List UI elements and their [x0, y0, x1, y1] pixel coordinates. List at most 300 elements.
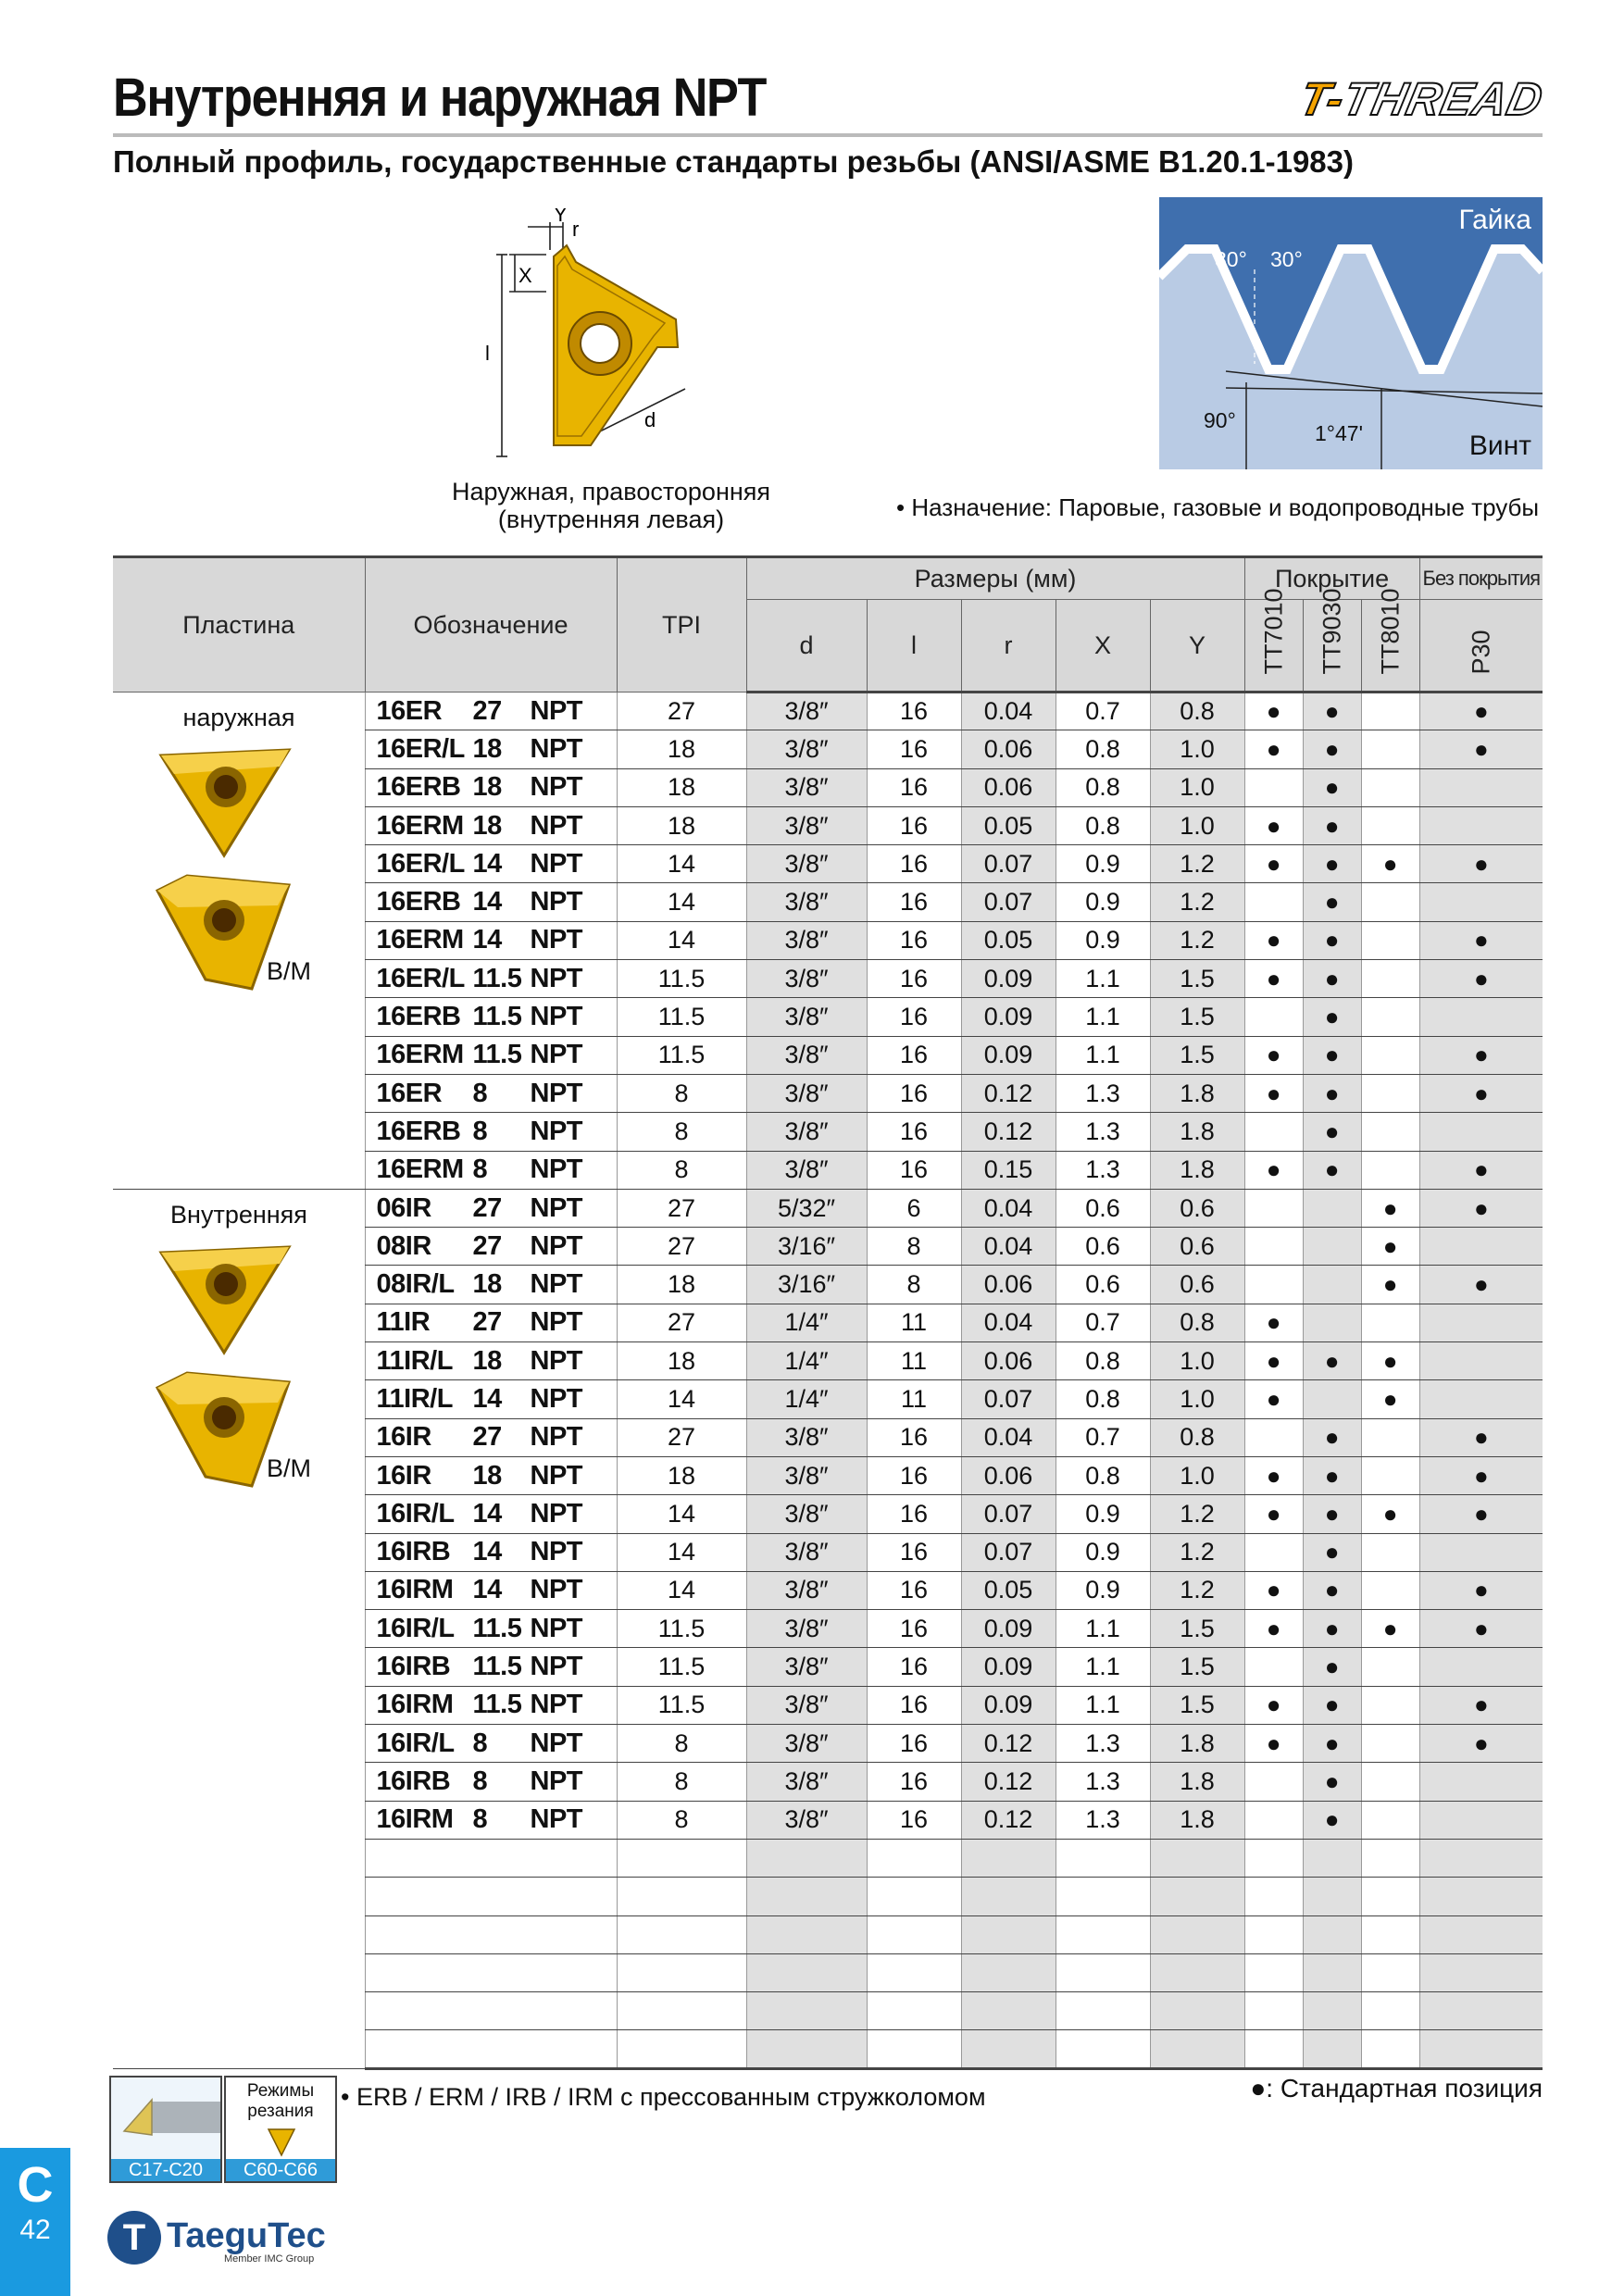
cell-y: 1.5	[1150, 998, 1244, 1036]
cell-l: 8	[867, 1228, 961, 1266]
cell-y	[1150, 1953, 1244, 1991]
header-tpi: TPI	[617, 557, 746, 693]
cell-tt8010	[1361, 1113, 1419, 1151]
cell-designation: 16IRB 8 NPT	[365, 1763, 617, 1801]
cell-tt7010: ●	[1244, 1610, 1303, 1648]
cell-l: 16	[867, 806, 961, 844]
cell-p30: ●	[1419, 1456, 1543, 1494]
cell-d: 3/8″	[746, 883, 867, 921]
cell-x: 1.3	[1056, 1801, 1150, 1839]
cell-y: 0.6	[1150, 1189, 1244, 1227]
cell-tt8010	[1361, 1036, 1419, 1074]
cell-r	[961, 2030, 1056, 2068]
cell-l: 16	[867, 1113, 961, 1151]
cell-tpi: 27	[617, 1418, 746, 1456]
cell-designation	[365, 2030, 617, 2068]
cell-designation	[365, 1915, 617, 1953]
cell-y: 1.5	[1150, 960, 1244, 998]
cell-d: 3/16″	[746, 1228, 867, 1266]
cell-d: 3/8″	[746, 768, 867, 806]
cell-tt9030: ●	[1303, 1686, 1361, 1724]
cell-tt7010: ●	[1244, 1380, 1303, 1418]
cell-tpi: 18	[617, 1342, 746, 1380]
cell-tt8010	[1361, 806, 1419, 844]
cell-y	[1150, 1915, 1244, 1953]
angle-left-label: 30°	[1215, 247, 1247, 271]
cell-y: 1.5	[1150, 1648, 1244, 1686]
cell-y: 1.8	[1150, 1725, 1244, 1763]
cell-p30: ●	[1419, 1151, 1543, 1189]
cell-y: 1.8	[1150, 1074, 1244, 1112]
cell-tpi: 18	[617, 768, 746, 806]
cell-x: 0.7	[1056, 1304, 1150, 1341]
cell-x: 0.9	[1056, 921, 1150, 959]
cell-l: 16	[867, 730, 961, 768]
cell-d: 3/8″	[746, 1113, 867, 1151]
cell-x: 0.8	[1056, 806, 1150, 844]
cell-tt8010: ●	[1361, 1495, 1419, 1533]
cell-p30	[1419, 1228, 1543, 1266]
cell-tt9030: ●	[1303, 1801, 1361, 1839]
cell-d: 3/8″	[746, 1533, 867, 1571]
cell-r	[961, 1878, 1056, 1915]
cell-x: 1.1	[1056, 960, 1150, 998]
cell-x: 0.9	[1056, 1571, 1150, 1609]
page-title: Внутренняя и наружная NPT	[113, 68, 767, 128]
cell-p30	[1419, 1839, 1543, 1877]
bm-label: B/M	[267, 957, 312, 985]
cell-designation: 16ER/L 14 NPT	[365, 845, 617, 883]
cell-p30: ●	[1419, 1686, 1543, 1724]
company-logo: T TaeguTec Member IMC Group	[107, 2211, 326, 2265]
cell-p30	[1419, 883, 1543, 921]
cell-tpi: 14	[617, 845, 746, 883]
cell-tpi: 27	[617, 693, 746, 730]
cell-l: 11	[867, 1380, 961, 1418]
cell-tt8010	[1361, 1992, 1419, 2030]
cell-l: 16	[867, 1686, 961, 1724]
cell-l: 16	[867, 1725, 961, 1763]
nut-label: Гайка	[1458, 205, 1531, 235]
cell-tpi	[617, 1839, 746, 1877]
cell-p30: ●	[1419, 730, 1543, 768]
cell-tpi: 27	[617, 1189, 746, 1227]
cell-x: 0.9	[1056, 1533, 1150, 1571]
cell-tt7010	[1244, 1418, 1303, 1456]
cell-tt9030: ●	[1303, 1113, 1361, 1151]
cell-x: 0.6	[1056, 1228, 1150, 1266]
cell-d: 3/8″	[746, 921, 867, 959]
cell-y: 1.8	[1150, 1151, 1244, 1189]
cell-p30: ●	[1419, 921, 1543, 959]
cell-y: 1.2	[1150, 1495, 1244, 1533]
insert-photo-icon	[150, 742, 307, 863]
cell-y: 1.2	[1150, 883, 1244, 921]
cell-tpi: 14	[617, 883, 746, 921]
cell-r: 0.04	[961, 1189, 1056, 1227]
dim-l-label: l	[485, 342, 490, 365]
cell-r: 0.07	[961, 1380, 1056, 1418]
cell-tt7010	[1244, 1992, 1303, 2030]
cell-tt9030: ●	[1303, 730, 1361, 768]
cell-tt9030: ●	[1303, 1725, 1361, 1763]
cell-l: 16	[867, 921, 961, 959]
cell-r: 0.12	[961, 1725, 1056, 1763]
cell-l: 16	[867, 1610, 961, 1648]
cell-tt7010	[1244, 998, 1303, 1036]
cell-tpi	[617, 1992, 746, 2030]
header-uncoated: Без покрытия	[1419, 557, 1543, 600]
cell-designation: 16ER/L 11.5 NPT	[365, 960, 617, 998]
cell-y: 1.0	[1150, 1380, 1244, 1418]
cell-d: 3/8″	[746, 1495, 867, 1533]
cell-d: 3/8″	[746, 1036, 867, 1074]
cell-designation: 16ER/L 18 NPT	[365, 730, 617, 768]
cell-designation	[365, 1992, 617, 2030]
cell-tpi: 11.5	[617, 998, 746, 1036]
group-external	[113, 693, 365, 1190]
cell-tt7010	[1244, 1839, 1303, 1877]
cell-designation	[365, 1953, 617, 1991]
cell-x: 1.3	[1056, 1113, 1150, 1151]
cell-p30	[1419, 1380, 1543, 1418]
cell-r: 0.06	[961, 730, 1056, 768]
cell-tt7010	[1244, 1189, 1303, 1227]
cell-p30: ●	[1419, 1418, 1543, 1456]
cell-l: 16	[867, 1151, 961, 1189]
cell-tt8010	[1361, 883, 1419, 921]
cell-y: 1.8	[1150, 1113, 1244, 1151]
cell-x: 1.1	[1056, 1648, 1150, 1686]
page-subtitle: Полный профиль, государственные стандарты резьбы (ANSI/ASME B1.20.1-1983)	[113, 144, 1354, 179]
screw-label: Винт	[1468, 430, 1531, 461]
cell-d: 3/8″	[746, 1418, 867, 1456]
cell-tpi: 27	[617, 1304, 746, 1341]
cell-tt9030	[1303, 2030, 1361, 2068]
cell-p30	[1419, 1533, 1543, 1571]
bm-label: B/M	[267, 1454, 312, 1482]
cell-y: 1.2	[1150, 1571, 1244, 1609]
cell-l	[867, 1915, 961, 1953]
cell-x: 0.8	[1056, 1380, 1150, 1418]
cell-d: 3/8″	[746, 1074, 867, 1112]
cell-d	[746, 1839, 867, 1877]
cell-designation: 16IR/L 14 NPT	[365, 1495, 617, 1533]
cell-tt9030	[1303, 1839, 1361, 1877]
cell-designation	[365, 1878, 617, 1915]
thread-profile-panel	[1159, 197, 1543, 469]
cell-designation: 16IRB 14 NPT	[365, 1533, 617, 1571]
cell-tt7010: ●	[1244, 1074, 1303, 1112]
group-label: наружная	[182, 704, 295, 731]
cell-tt8010: ●	[1361, 1228, 1419, 1266]
cell-tt8010	[1361, 1839, 1419, 1877]
cell-tt8010	[1361, 998, 1419, 1036]
cell-r: 0.07	[961, 845, 1056, 883]
cell-d: 3/8″	[746, 1456, 867, 1494]
cell-x: 0.7	[1056, 1418, 1150, 1456]
cell-l: 16	[867, 1533, 961, 1571]
cell-p30	[1419, 806, 1543, 844]
cell-y: 0.8	[1150, 1418, 1244, 1456]
header-d: d	[746, 600, 867, 693]
cell-p30	[1419, 1304, 1543, 1341]
cell-tt7010	[1244, 1953, 1303, 1991]
cell-l	[867, 1878, 961, 1915]
cell-x	[1056, 2030, 1150, 2068]
cell-tt7010: ●	[1244, 730, 1303, 768]
cell-r	[961, 1915, 1056, 1953]
cell-r: 0.09	[961, 998, 1056, 1036]
cell-tt8010	[1361, 693, 1419, 730]
cell-tt7010	[1244, 768, 1303, 806]
cell-d: 3/8″	[746, 1801, 867, 1839]
cell-tt7010	[1244, 1228, 1303, 1266]
cell-tt8010	[1361, 768, 1419, 806]
cell-r: 0.12	[961, 1763, 1056, 1801]
cell-y: 0.8	[1150, 693, 1244, 730]
cell-d: 3/8″	[746, 693, 867, 730]
cutting-data-reference[interactable]	[224, 2076, 337, 2183]
cell-d: 3/8″	[746, 730, 867, 768]
cell-l	[867, 2030, 961, 2068]
cell-tt8010	[1361, 1801, 1419, 1839]
cell-y: 1.5	[1150, 1036, 1244, 1074]
cell-tpi: 11.5	[617, 960, 746, 998]
chipbreaker-note: • ERB / ERM / IRB / IRM с прессованным стружколомом	[341, 2083, 986, 2111]
cell-d: 5/32″	[746, 1189, 867, 1227]
cell-r: 0.12	[961, 1113, 1056, 1151]
cell-x: 1.3	[1056, 1725, 1150, 1763]
cell-tpi	[617, 1953, 746, 1991]
cell-d: 1/4″	[746, 1304, 867, 1341]
cell-l: 16	[867, 1801, 961, 1839]
cutting-data-pages: C60-C66	[226, 2159, 335, 2181]
cell-tt9030	[1303, 1380, 1361, 1418]
cell-d: 3/8″	[746, 1763, 867, 1801]
section-letter: C	[17, 2157, 54, 2213]
cell-tt9030: ●	[1303, 1648, 1361, 1686]
cell-p30: ●	[1419, 960, 1543, 998]
cell-y: 1.0	[1150, 1342, 1244, 1380]
angle-right-label: 30°	[1270, 247, 1303, 271]
header-coating: Покрытие	[1244, 557, 1419, 600]
cell-p30	[1419, 1992, 1543, 2030]
cell-p30	[1419, 1878, 1543, 1915]
cell-tt9030: ●	[1303, 1074, 1361, 1112]
cell-d: 1/4″	[746, 1380, 867, 1418]
cell-l: 16	[867, 1648, 961, 1686]
cell-designation: 11IR 27 NPT	[365, 1304, 617, 1341]
cell-tt9030: ●	[1303, 1533, 1361, 1571]
cell-x: 0.6	[1056, 1266, 1150, 1304]
cell-tt8010	[1361, 730, 1419, 768]
cell-d	[746, 1953, 867, 1991]
cell-r: 0.05	[961, 921, 1056, 959]
cell-tt9030: ●	[1303, 1418, 1361, 1456]
cell-l	[867, 1953, 961, 1991]
cell-tt8010: ●	[1361, 1342, 1419, 1380]
cell-p30	[1419, 1113, 1543, 1151]
cell-tt9030	[1303, 1992, 1361, 2030]
cell-l	[867, 1992, 961, 2030]
cell-tt8010: ●	[1361, 845, 1419, 883]
cell-x: 1.3	[1056, 1763, 1150, 1801]
table-body	[113, 693, 1543, 2069]
cell-x: 1.3	[1056, 1074, 1150, 1112]
cell-tt8010	[1361, 1418, 1419, 1456]
cell-tpi: 11.5	[617, 1036, 746, 1074]
cell-y: 1.0	[1150, 1456, 1244, 1494]
cell-d: 1/4″	[746, 1342, 867, 1380]
cell-designation: 16ERM 18 NPT	[365, 806, 617, 844]
angle-base-label: 90°	[1204, 408, 1236, 432]
cell-tt7010: ●	[1244, 1571, 1303, 1609]
dim-y-label: Y	[554, 208, 568, 226]
cell-x: 0.7	[1056, 693, 1150, 730]
cell-r: 0.09	[961, 1036, 1056, 1074]
cell-designation	[365, 1839, 617, 1877]
cell-tt9030: ●	[1303, 1151, 1361, 1189]
cell-tt7010	[1244, 1763, 1303, 1801]
cell-designation: 11IR/L 18 NPT	[365, 1342, 617, 1380]
cell-x	[1056, 1953, 1150, 1991]
header-plate: Пластина	[113, 557, 365, 693]
cell-tt9030: ●	[1303, 960, 1361, 998]
cell-x: 0.8	[1056, 1456, 1150, 1494]
dim-x-label: X	[518, 264, 532, 287]
cell-tt8010	[1361, 1648, 1419, 1686]
cell-y: 1.8	[1150, 1763, 1244, 1801]
cell-l: 16	[867, 998, 961, 1036]
cell-tpi: 18	[617, 806, 746, 844]
cell-tt9030: ●	[1303, 768, 1361, 806]
cell-r	[961, 1992, 1056, 2030]
cell-p30	[1419, 1648, 1543, 1686]
cell-x: 0.9	[1056, 845, 1150, 883]
cell-tt9030: ●	[1303, 998, 1361, 1036]
cell-tt7010: ●	[1244, 1304, 1303, 1341]
cell-p30: ●	[1419, 1610, 1543, 1648]
cell-x: 1.1	[1056, 1036, 1150, 1074]
cell-tt9030	[1303, 1304, 1361, 1341]
cell-designation: 16IRM 11.5 NPT	[365, 1686, 617, 1724]
cell-l: 11	[867, 1304, 961, 1341]
cell-designation: 16IR 18 NPT	[365, 1456, 617, 1494]
cell-tt7010: ●	[1244, 1456, 1303, 1494]
cell-d: 3/8″	[746, 1610, 867, 1648]
group-internal	[113, 1189, 365, 2068]
toolholder-reference[interactable]	[109, 2076, 222, 2183]
header-tt7010: TT7010	[1244, 600, 1303, 693]
cell-d	[746, 2030, 867, 2068]
cell-tt9030: ●	[1303, 1763, 1361, 1801]
cell-l: 6	[867, 1189, 961, 1227]
cell-y: 0.6	[1150, 1266, 1244, 1304]
cell-d: 3/8″	[746, 1686, 867, 1724]
cell-y: 0.6	[1150, 1228, 1244, 1266]
cell-tt9030: ●	[1303, 883, 1361, 921]
cell-d	[746, 1915, 867, 1953]
cell-tt9030	[1303, 1878, 1361, 1915]
cell-tpi: 8	[617, 1113, 746, 1151]
page-number: 42	[19, 2215, 51, 2245]
cell-l: 16	[867, 1456, 961, 1494]
cell-tt9030: ●	[1303, 1342, 1361, 1380]
cell-tpi: 14	[617, 921, 746, 959]
cell-p30	[1419, 1763, 1543, 1801]
cell-tt8010	[1361, 1953, 1419, 1991]
cell-x: 0.9	[1056, 1495, 1150, 1533]
cell-l: 16	[867, 1571, 961, 1609]
cell-p30: ●	[1419, 845, 1543, 883]
cell-l: 16	[867, 1495, 961, 1533]
cell-tt7010	[1244, 2030, 1303, 2068]
toolholder-icon	[111, 2078, 220, 2159]
cell-l: 16	[867, 1074, 961, 1112]
cell-d	[746, 1992, 867, 2030]
cell-tt7010: ●	[1244, 1686, 1303, 1724]
cell-r: 0.12	[961, 1801, 1056, 1839]
cell-y: 1.0	[1150, 730, 1244, 768]
cell-r	[961, 1839, 1056, 1877]
cell-tt8010	[1361, 921, 1419, 959]
cell-p30	[1419, 1801, 1543, 1839]
cell-x: 0.8	[1056, 1342, 1150, 1380]
cell-tt8010	[1361, 1571, 1419, 1609]
cell-d	[746, 1878, 867, 1915]
cell-tt7010: ●	[1244, 960, 1303, 998]
spec-table	[113, 555, 1543, 2070]
cell-d: 3/8″	[746, 806, 867, 844]
cell-y	[1150, 1839, 1244, 1877]
cell-y	[1150, 2030, 1244, 2068]
cell-tt7010	[1244, 1113, 1303, 1151]
cell-p30: ●	[1419, 693, 1543, 730]
cell-designation: 16ER 27 NPT	[365, 693, 617, 730]
table-row	[113, 693, 1543, 730]
cell-tt8010	[1361, 2030, 1419, 2068]
cell-tt7010	[1244, 1533, 1303, 1571]
cell-y: 1.5	[1150, 1610, 1244, 1648]
cell-p30	[1419, 2030, 1543, 2068]
cell-d: 3/8″	[746, 960, 867, 998]
cell-designation: 08IR/L 18 NPT	[365, 1266, 617, 1304]
cell-x: 1.1	[1056, 1686, 1150, 1724]
cell-tt9030: ●	[1303, 1571, 1361, 1609]
cell-designation: 16IR/L 11.5 NPT	[365, 1610, 617, 1648]
cell-x: 1.3	[1056, 1151, 1150, 1189]
cell-designation: 16IRB 11.5 NPT	[365, 1648, 617, 1686]
cell-r: 0.04	[961, 1228, 1056, 1266]
cell-tt8010: ●	[1361, 1610, 1419, 1648]
cell-tt9030	[1303, 1228, 1361, 1266]
dim-r-label: r	[572, 218, 580, 241]
cell-designation: 11IR/L 14 NPT	[365, 1380, 617, 1418]
cell-r: 0.15	[961, 1151, 1056, 1189]
diagram-caption: Наружная, правосторонняя (внутренняя левая)	[451, 478, 771, 533]
header-tt8010: TT8010	[1361, 600, 1419, 693]
cell-tt9030	[1303, 1189, 1361, 1227]
cell-d: 3/8″	[746, 1648, 867, 1686]
insert-photo-icon	[150, 1240, 307, 1360]
cell-tt8010	[1361, 1533, 1419, 1571]
header-p30: P30	[1419, 600, 1543, 693]
cell-tt8010: ●	[1361, 1189, 1419, 1227]
cell-r: 0.06	[961, 1342, 1056, 1380]
cell-r: 0.04	[961, 1418, 1056, 1456]
cell-r: 0.09	[961, 1610, 1056, 1648]
